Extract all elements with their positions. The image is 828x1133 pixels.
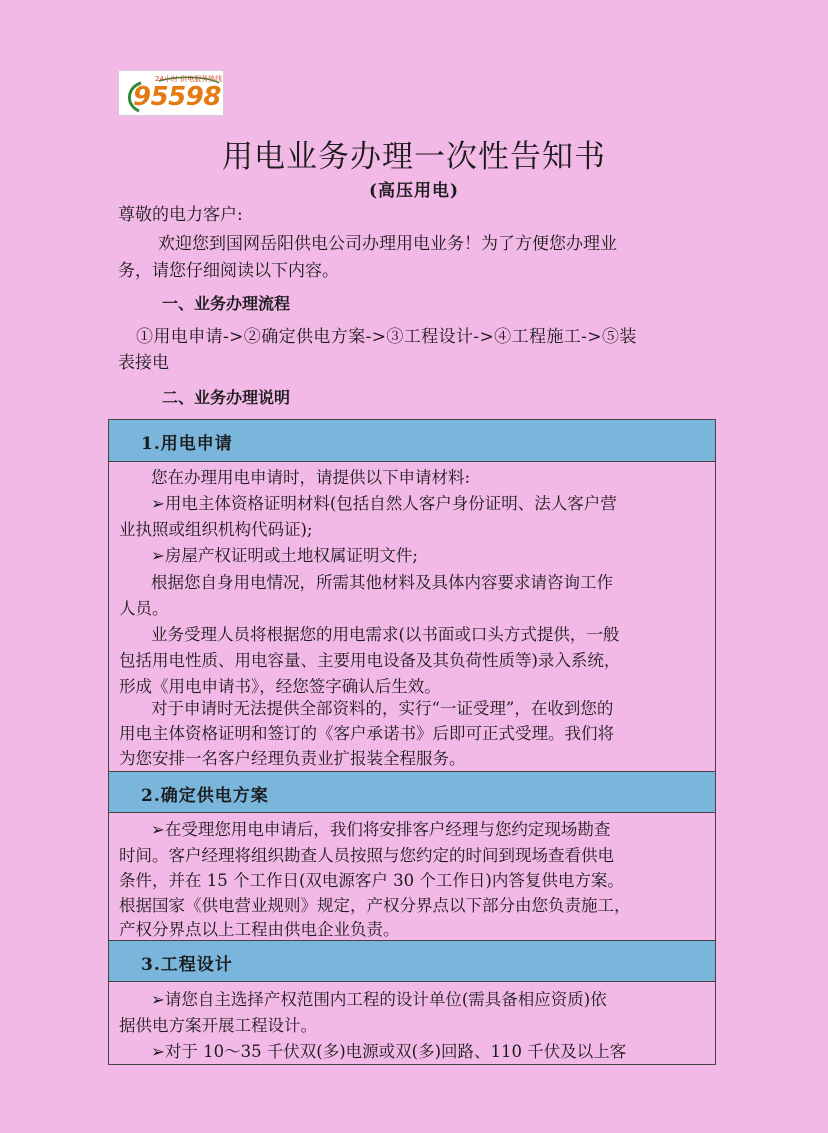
section1-heading: 一、业务办理流程 bbox=[162, 294, 291, 313]
section-title: 2.确定供电方案 bbox=[141, 786, 269, 806]
text-line: 条件，并在 15 个工作日(双电源客户 30 个工作日)内答复供电方案。 bbox=[119, 871, 624, 890]
text-line: 据供电方案开展工程设计。 bbox=[119, 1016, 317, 1035]
text-line: 产权分界点以上工程由供电企业负责。 bbox=[119, 920, 400, 939]
section-title: 1.用电申请 bbox=[141, 434, 233, 454]
process-flow-line-1: ①用电申请->②确定供电方案->③工程设计->④工程施工->⑤装 bbox=[136, 327, 637, 347]
section2-heading: 二、业务办理说明 bbox=[162, 388, 291, 407]
greeting: 尊敬的电力客户: bbox=[118, 205, 243, 225]
process-flow-line-2: 表接电 bbox=[118, 353, 169, 373]
text-line: 根据国家《供电营业规则》规定，产权分界点以下部分由您负责施工， bbox=[119, 896, 631, 915]
section-band-engineering-design bbox=[109, 940, 715, 982]
text-line: 人员。 bbox=[119, 599, 169, 618]
text-line: 对于申请时无法提供全部资料的，实行“一证受理”，在收到您的 bbox=[151, 699, 614, 718]
section-band-power-supply-plan bbox=[109, 771, 715, 813]
text-line: 根据您自身用电情况，所需其他材料及具体内容要求请咨询工作 bbox=[151, 573, 613, 592]
document-subtitle: (高压用电) bbox=[368, 181, 460, 201]
intro-line-1: 欢迎您到国网岳阳供电公司办理用电业务！为了方便您办理业 bbox=[158, 234, 617, 254]
business-instructions-table bbox=[108, 419, 716, 1065]
text-line: 业执照或组织机构代码证); bbox=[119, 520, 313, 539]
hotline-logo bbox=[118, 70, 224, 116]
text-line: 时间。客户经理将组织勘查人员按照与您约定的时间到现场查看供电 bbox=[119, 846, 614, 865]
document-title: 用电业务办理一次性告知书 bbox=[222, 139, 606, 175]
intro-line-2: 务，请您仔细阅读以下内容。 bbox=[118, 261, 339, 281]
text-line: 为您安排一名客户经理负责业扩报装全程服务。 bbox=[119, 749, 466, 768]
logo-number: 95598 bbox=[133, 82, 221, 112]
section-band-application bbox=[109, 420, 715, 462]
bullet-line: ➢请您自主选择产权范围内工程的设计单位(需具备相应资质)依 bbox=[151, 990, 607, 1009]
section-title: 3.工程设计 bbox=[141, 955, 233, 975]
text-line: 形成《用电申请书》，经您签字确认后生效。 bbox=[119, 677, 441, 696]
text-line: 您在办理用电申请时，请提供以下申请材料: bbox=[151, 468, 471, 487]
bullet-line: ➢对于 10～35 千伏双(多)电源或双(多)回路、110 千伏及以上客 bbox=[151, 1042, 627, 1061]
text-line: 用电主体资格证明和签订的《客户承诺书》后即可正式受理。我们将 bbox=[119, 724, 614, 743]
bullet-line: ➢房屋产权证明或土地权属证明文件; bbox=[151, 546, 418, 565]
text-line: 包括用电性质、用电容量、主要用电设备及其负荷性质等)录入系统， bbox=[119, 651, 621, 670]
text-line: 业务受理人员将根据您的用电需求(以书面或口头方式提供，一般 bbox=[151, 625, 620, 644]
bullet-line: ➢用电主体资格证明材料(包括自然人客户身份证明、法人客户营 bbox=[151, 494, 617, 513]
bullet-line: ➢在受理您用电申请后，我们将安排客户经理与您约定现场勘查 bbox=[151, 820, 611, 839]
logo-tagline: 24小时 供电服务热线 bbox=[155, 75, 223, 83]
